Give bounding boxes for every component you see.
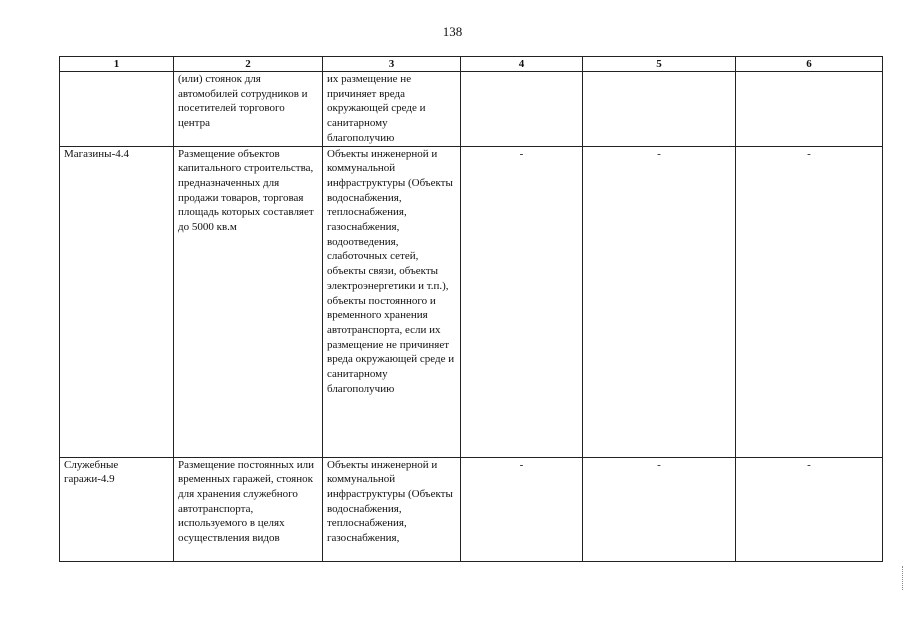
column-header-1: 1 [60,57,174,72]
cell-col6 [736,72,883,147]
cell-col4 [461,72,583,147]
cell-col4: - [461,146,583,457]
cell-col5: - [583,146,736,457]
cell-auxiliary-objects: Объекты инженерной и коммунальной инфраструктуры (Объекты водоснабжения, теплоснабжения, газоснабжения, водоотведения, слаботочных сетей, объекты связи, объекты электроэнергетики и т.п.), объекты постоянного и временного хранения автотранспорта, если их размещение не причиняет вреда окружающей среде и санитарному благополучию [323,146,461,457]
table-row [60,72,883,147]
column-header-4: 4 [461,57,583,72]
column-header-5: 5 [583,57,736,72]
cell-description: Размещение объектов капитального строительства, предназначенных для продажи товаров, торговая площадь которых составляет до 5000 кв.м [174,146,323,457]
cell-col6: - [736,146,883,457]
cell-col6: - [736,457,883,561]
table-row [60,146,883,457]
cell-use-type: Магазины-4.4 [60,146,174,457]
column-header-2: 2 [174,57,323,72]
cell-col5: - [583,457,736,561]
column-header-3: 3 [323,57,461,72]
column-header-6: 6 [736,57,883,72]
cell-use-type: Служебные гаражи-4.9 [60,457,174,561]
land-use-table [59,56,883,562]
cell-description: (или) стоянок для автомобилей сотрудников и посетителей торгового центра [174,72,323,147]
table-header-row [60,57,883,72]
cell-use-type [60,72,174,147]
cell-col5 [583,72,736,147]
cell-col4: - [461,457,583,561]
cell-description: Размещение постоянных или временных гаражей, стоянок для хранения служебного автотранспорта, используемого в целях осуществления видов [174,457,323,561]
table-row [60,457,883,561]
cell-auxiliary-objects: их размещение не причиняет вреда окружающей среде и санитарному благополучию [323,72,461,147]
page-number: 138 [442,24,463,39]
cell-auxiliary-objects: Объекты инженерной и коммунальной инфраструктуры (Объекты водоснабжения, теплоснабжения, газоснабжения, [323,457,461,561]
